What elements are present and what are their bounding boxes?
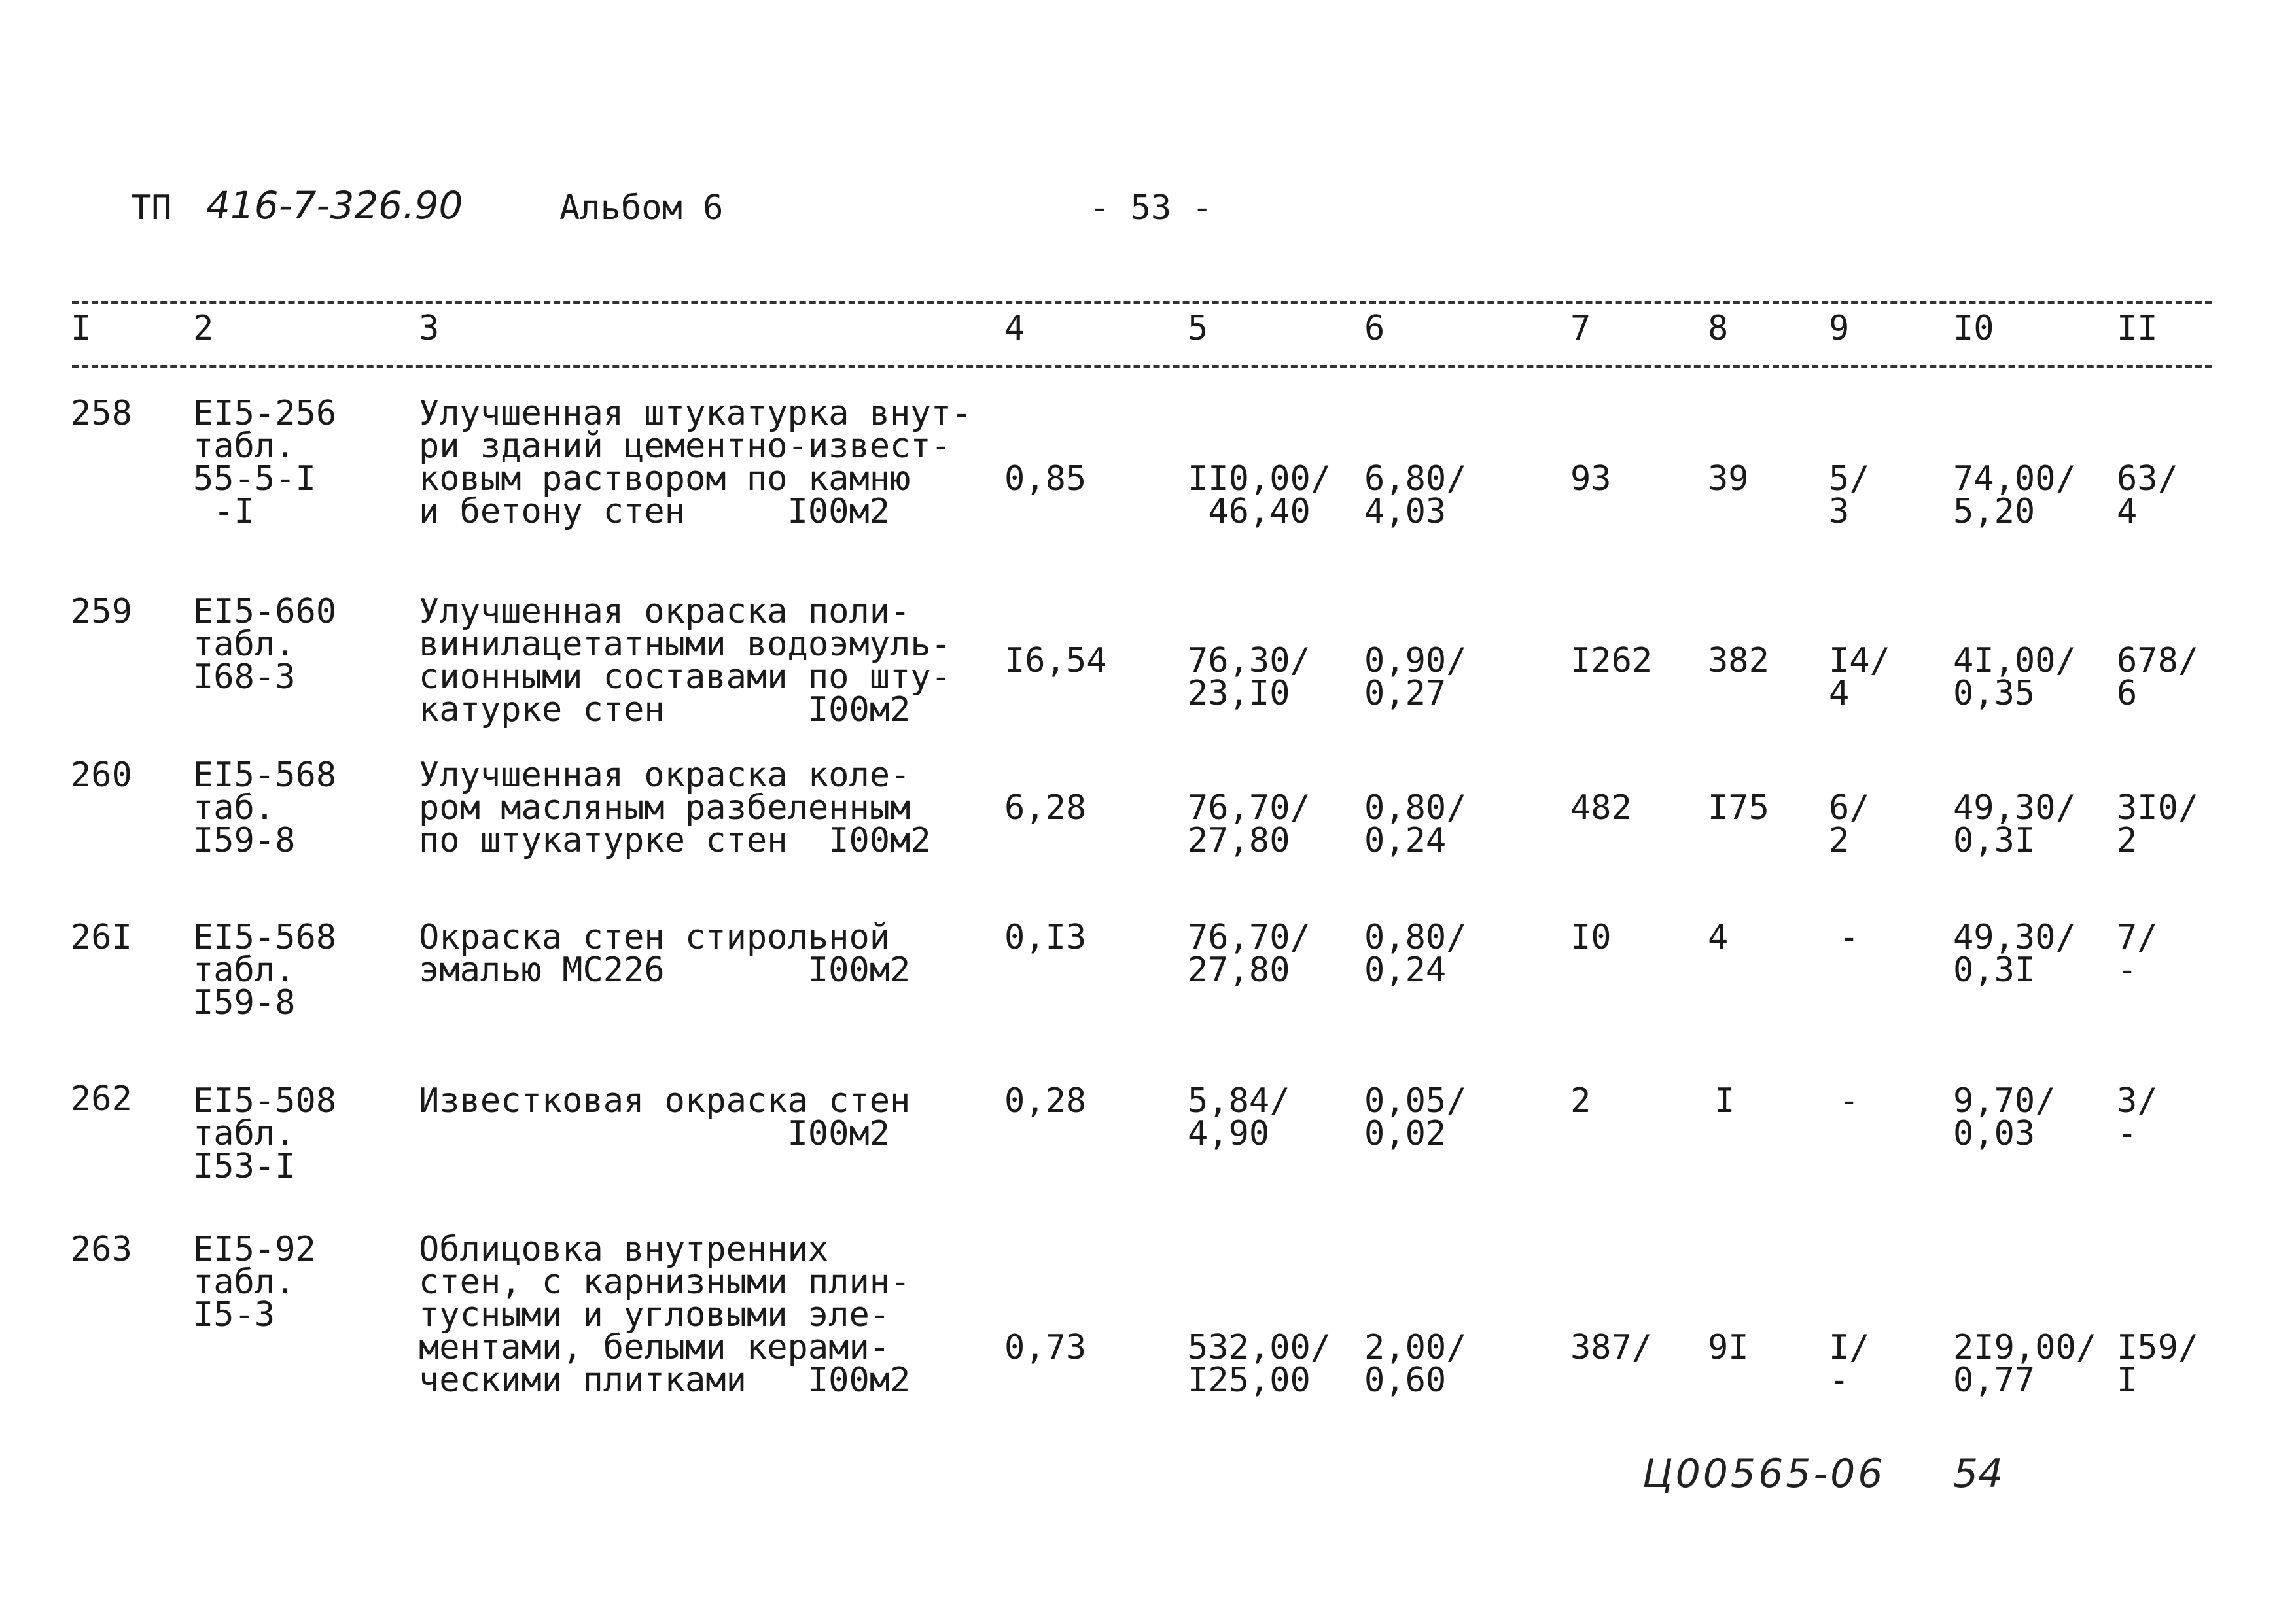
album-label: Альбом 6 xyxy=(559,188,724,228)
row-number: 259 xyxy=(71,592,132,631)
col11-value: 7/ - xyxy=(2117,918,2158,990)
col9-value: - xyxy=(1839,1081,1860,1121)
col9-value: 6/ 2 xyxy=(1829,788,1870,860)
col8-value: I75 xyxy=(1708,788,1769,828)
work-description: Улучшенная окраска поли- винилацетатными водоэмуль- сионными составами по шту- катурке стен I00м2 xyxy=(419,592,951,729)
work-description: Улучшенная штукатурка внут- ри зданий цементно-извест- ковым раствором по камню и бетону стен I00м2 xyxy=(419,394,972,531)
col5-value: 5,84/ 4,90 xyxy=(1188,1081,1290,1153)
col7-value: 2 xyxy=(1570,1081,1591,1121)
col6-value: 0,05/ 0,02 xyxy=(1364,1081,1467,1153)
col5-value: II0,00/ 46,40 xyxy=(1188,459,1332,531)
col11-value: I59/ I xyxy=(2117,1328,2199,1400)
col11-value: 3I0/ 2 xyxy=(2117,788,2199,860)
table-top-rule xyxy=(72,301,2212,304)
col9-value: 5/ 3 xyxy=(1829,459,1870,531)
sheet-number: 54 xyxy=(1953,1451,2004,1497)
col11-value: 63/ 4 xyxy=(2117,459,2178,531)
rate-code: EI5-568 таб. I59-8 xyxy=(193,756,337,860)
doc-number: 416-7-326.90 xyxy=(206,183,463,228)
quantity: 0,I3 xyxy=(1004,918,1087,957)
col6-value: 6,80/ 4,03 xyxy=(1364,459,1467,531)
col-heading-11: II xyxy=(2117,309,2158,348)
rate-code: EI5-660 табл. I68-3 xyxy=(193,592,337,697)
col-heading-1: I xyxy=(71,309,92,348)
quantity: I6,54 xyxy=(1004,641,1107,680)
quantity: 6,28 xyxy=(1004,788,1087,828)
work-description: Известковая окраска стен I00м2 xyxy=(419,1081,911,1153)
col-heading-5: 5 xyxy=(1188,309,1209,348)
col6-value: 0,80/ 0,24 xyxy=(1364,788,1467,860)
col6-value: 0,80/ 0,24 xyxy=(1364,918,1467,990)
col9-value: I4/ 4 xyxy=(1829,641,1890,713)
col11-value: 3/ - xyxy=(2117,1081,2158,1153)
col7-value: 387/ xyxy=(1570,1328,1653,1367)
col6-value: 0,90/ 0,27 xyxy=(1364,641,1467,713)
col-heading-6: 6 xyxy=(1364,309,1385,348)
col-heading-9: 9 xyxy=(1829,309,1850,348)
col10-value: 74,00/ 5,20 xyxy=(1953,459,2076,531)
col10-value: 49,30/ 0,3I xyxy=(1953,788,2076,860)
rate-code: EI5-568 табл. I59-8 xyxy=(193,918,337,1022)
col-heading-4: 4 xyxy=(1004,309,1025,348)
col5-value: 76,70/ 27,80 xyxy=(1188,788,1311,860)
inventory-number: Ц00565-06 xyxy=(1642,1451,1886,1497)
rate-code: EI5-92 табл. I5-3 xyxy=(193,1230,316,1335)
work-description: Улучшенная окраска коле- ром масляным разбеленным по штукатурке стен I00м2 xyxy=(419,756,931,860)
col7-value: I0 xyxy=(1570,918,1612,957)
row-number: 260 xyxy=(71,756,132,795)
row-number: 263 xyxy=(71,1230,132,1269)
work-description: Окраска стен стирольной эмалью МС226 I00м2 xyxy=(419,918,911,990)
row-number: 262 xyxy=(71,1079,132,1119)
row-number: 258 xyxy=(71,394,132,433)
col8-value: 39 xyxy=(1708,459,1749,498)
col6-value: 2,00/ 0,60 xyxy=(1364,1328,1467,1400)
work-description: Облицовка внутренних стен, с карнизными плин- тусными и угловыми эле- ментами, белыми керами- ческими плитками I00м2 xyxy=(419,1230,911,1400)
quantity: 0,73 xyxy=(1004,1328,1087,1367)
quantity: 0,85 xyxy=(1004,459,1087,498)
col10-value: 2I9,00/ 0,77 xyxy=(1953,1328,2097,1400)
col-heading-2: 2 xyxy=(193,309,214,348)
page-number: - 53 - xyxy=(1089,188,1212,228)
rate-code: EI5-508 табл. I53-I xyxy=(193,1081,337,1186)
col8-value: I xyxy=(1714,1081,1735,1121)
col10-value: 4I,00/ 0,35 xyxy=(1953,641,2076,713)
col7-value: 93 xyxy=(1570,459,1612,498)
table-header-rule xyxy=(72,365,2212,368)
col9-value: I/ - xyxy=(1829,1328,1870,1400)
col5-value: 76,70/ 27,80 xyxy=(1188,918,1311,990)
col9-value: - xyxy=(1839,918,1860,957)
col5-value: 532,00/ I25,00 xyxy=(1188,1328,1332,1400)
quantity: 0,28 xyxy=(1004,1081,1087,1121)
col10-value: 49,30/ 0,3I xyxy=(1953,918,2076,990)
rate-code: EI5-256 табл. 55-5-I -I xyxy=(193,394,337,531)
col8-value: 9I xyxy=(1708,1328,1749,1367)
col-heading-8: 8 xyxy=(1708,309,1729,348)
col7-value: 482 xyxy=(1570,788,1632,828)
doc-prefix: ТП xyxy=(131,188,172,228)
col5-value: 76,30/ 23,I0 xyxy=(1188,641,1311,713)
col8-value: 382 xyxy=(1708,641,1769,680)
row-number: 26I xyxy=(71,918,132,957)
col7-value: I262 xyxy=(1570,641,1653,680)
col-heading-3: 3 xyxy=(419,309,440,348)
col-heading-10: I0 xyxy=(1953,309,1994,348)
col10-value: 9,70/ 0,03 xyxy=(1953,1081,2056,1153)
col8-value: 4 xyxy=(1708,918,1729,957)
col11-value: 678/ 6 xyxy=(2117,641,2199,713)
col-heading-7: 7 xyxy=(1570,309,1591,348)
